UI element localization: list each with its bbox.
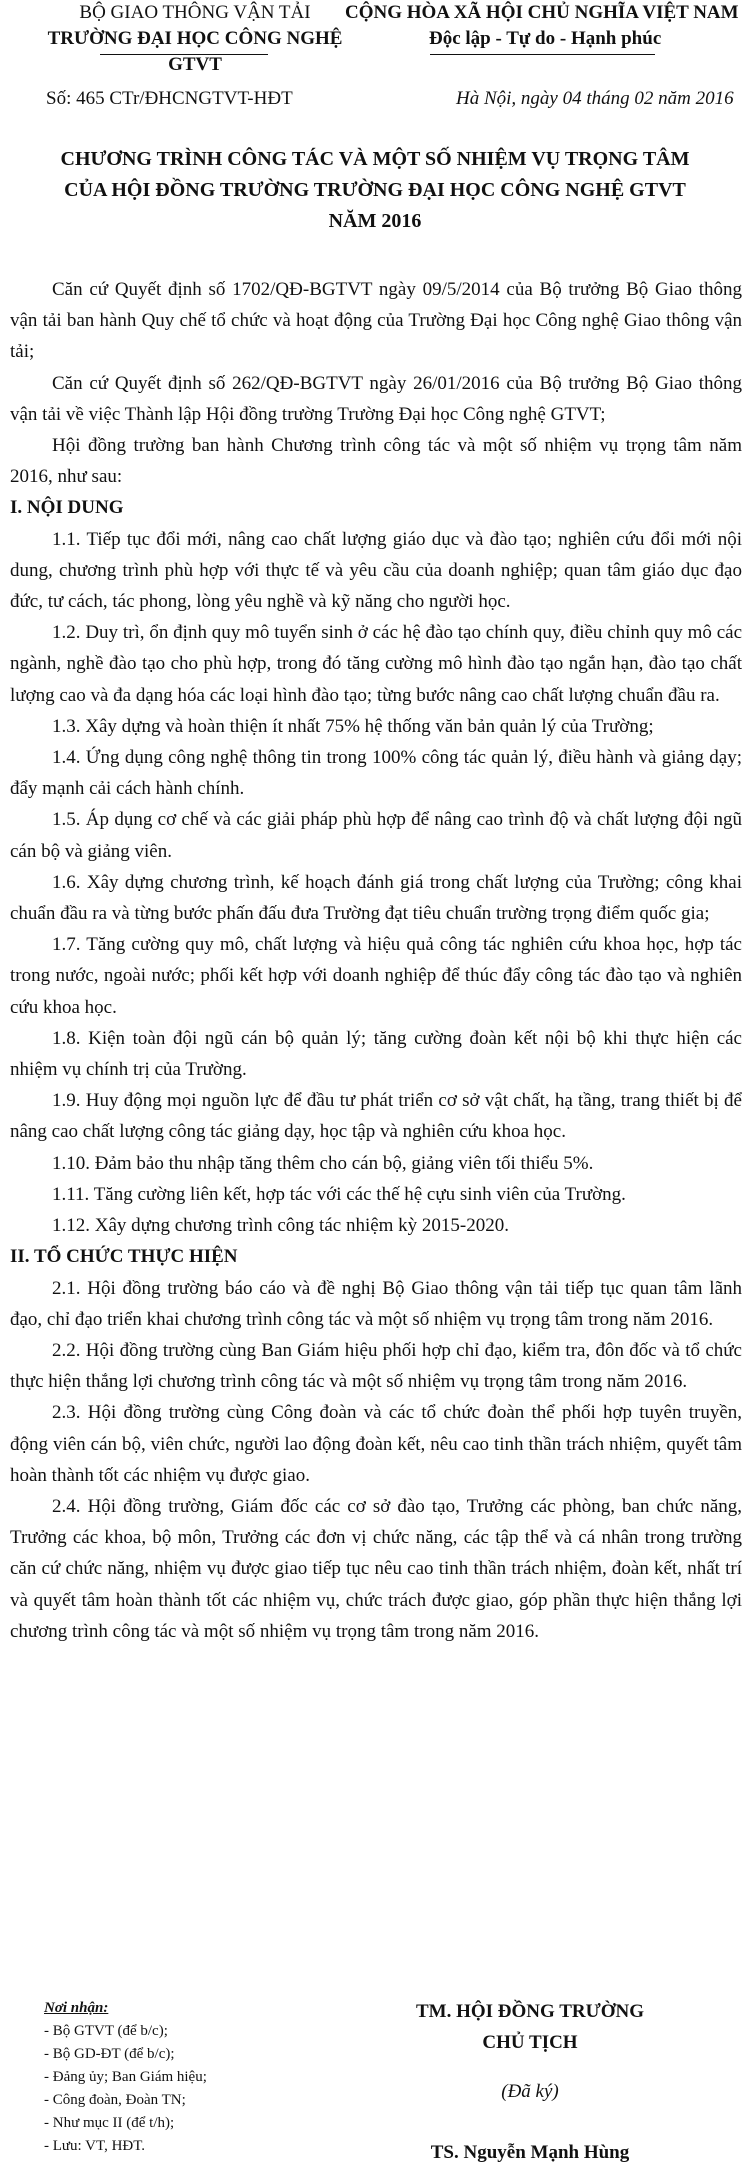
school-name: TRƯỜNG ĐẠI HỌC CÔNG NGHỆ GTVT — [47, 28, 343, 75]
recipient-item: - Lưu: VT, HĐT. — [44, 2138, 146, 2154]
signature-signed-note: (Đã ký) — [501, 2081, 559, 2102]
recipient-item: - Công đoàn, Đoàn TN; — [44, 2092, 186, 2108]
document-number: Số: 465 CTr/ĐHCNGTVT-HĐT — [46, 88, 293, 109]
signature-role: CHỦ TỊCH — [482, 2032, 578, 2053]
motto-underline — [430, 54, 655, 55]
implementation-item: 2.1. Hội đồng trường báo cáo và đề nghị Bộ Giao thông vận tải tiếp tục quan tâm lãnh đạo, chỉ đạo triển khai chương trình công tác và một số nhiệm vụ trọng tâm trong năm 2016. — [10, 1277, 742, 1330]
section-heading-content: I. NỘI DUNG — [10, 497, 124, 519]
national-header — [345, 0, 750, 52]
content-item: 1.12. Xây dựng chương trình công tác nhiệm kỳ 2015-2020. — [52, 1215, 510, 1237]
recipients-label: Nơi nhận: — [44, 2000, 109, 2016]
issuer-underline — [100, 54, 268, 55]
implementation-item: 2.4. Hội đồng trường, Giám đốc các cơ sở đào tạo, Trưởng các phòng, ban chức năng, Trưởng các khoa, bộ môn, Trưởng các đơn vị chức năng, các tập thể và cá nhân trong trường căn cứ chức năng, nhiệm vụ được giao tiếp tục nêu cao tinh thần trách nhiệm, đoàn kết, nhất trí và quyết tâm hoàn thành tốt các nhiệm vụ, chức trách được giao, góp phần thực hiện thắng lợi chương trình công tác và một số nhiệm vụ trọng tâm trong năm 2016. — [10, 1495, 742, 1642]
content-item: 1.2. Duy trì, ổn định quy mô tuyển sinh ở các hệ đào tạo chính quy, điều chỉnh quy mô các ngành, nghề đào tạo cho phù hợp, trong đó tăng cường mô hình đào tạo ngắn hạn, đào tạo chất lượng cao và đa dạng hóa các loại hình đào tạo; từng bước nâng cao chất lượng chuẩn đầu ra. — [10, 622, 742, 706]
title-line-2: CỦA HỘI ĐỒNG TRƯỜNG TRƯỜNG ĐẠI HỌC CÔNG NGHỆ GTVT — [64, 179, 686, 201]
ministry-name: BỘ GIAO THÔNG VẬN TẢI — [79, 2, 311, 23]
recipient-item: - Đảng ủy; Ban Giám hiệu; — [44, 2069, 207, 2085]
document-date: Hà Nội, ngày 04 tháng 02 năm 2016 — [456, 88, 734, 109]
implementation-item: 2.3. Hội đồng trường cùng Công đoàn và các tổ chức đoàn thể phối hợp tuyên truyền, động viên cán bộ, viên chức, người lao động đoàn kết, nêu cao tinh thần trách nhiệm, quyết tâm hoàn thành tốt các nhiệm vụ được giao. — [10, 1402, 742, 1486]
title-line-3: NĂM 2016 — [328, 210, 422, 232]
issuer-header — [30, 0, 360, 78]
title-line-1: CHƯƠNG TRÌNH CÔNG TÁC VÀ MỘT SỐ NHIỆM VỤ TRỌNG TÂM — [60, 148, 690, 170]
recipient-item: - Bộ GTVT (để b/c); — [44, 2023, 168, 2039]
national-motto: Độc lập - Tự do - Hạnh phúc — [429, 28, 662, 49]
content-item: 1.6. Xây dựng chương trình, kế hoạch đánh giá trong chất lượng của Trường; công khai chuẩn đầu ra và từng bước phấn đấu đưa Trường đạt tiêu chuẩn trường trọng điểm quốc gia; — [10, 871, 742, 925]
implementation-item: 2.2. Hội đồng trường cùng Ban Giám hiệu phối hợp chỉ đạo, kiểm tra, đôn đốc và tổ chức thực hiện thắng lợi chương trình công tác và một số nhiệm vụ trọng tâm trong năm 2016. — [10, 1339, 742, 1393]
signature-block — [380, 1996, 680, 2168]
preamble-paragraph: Căn cứ Quyết định số 262/QĐ-BGTVT ngày 26/01/2016 của Bộ trưởng Bộ Giao thông vận tải về việc Thành lập Hội đồng trường Trường Đại học Công nghệ GTVT; — [10, 372, 742, 425]
content-item: 1.8. Kiện toàn đội ngũ cán bộ quản lý; tăng cường đoàn kết nội bộ khi thực hiện các nhiệm vụ chính trị của Trường. — [10, 1027, 742, 1081]
signatory-name: TS. Nguyễn Mạnh Hùng — [430, 2142, 630, 2163]
content-item: 1.4. Ứng dụng công nghệ thông tin trong 100% công tác quản lý, điều hành và giảng dạy; đẩy mạnh cải cách hành chính. — [10, 747, 742, 800]
preamble-paragraph: Hội đồng trường ban hành Chương trình công tác và một số nhiệm vụ trọng tâm năm 2016, như sau: — [10, 435, 742, 488]
signature-org: TM. HỘI ĐỒNG TRƯỜNG — [415, 2001, 644, 2022]
section-heading-implementation: II. TỔ CHỨC THỰC HIỆN — [10, 1246, 238, 1268]
recipient-item: - Như mục II (để t/h); — [44, 2115, 175, 2131]
document-body — [10, 274, 742, 1647]
recipients-block — [44, 1997, 207, 2158]
content-item: 1.7. Tăng cường quy mô, chất lượng và hiệu quả công tác nghiên cứu khoa học, hợp tác trong nước, ngoài nước; phối kết hợp với doanh nghiệp để thúc đẩy công tác đào tạo và nghiên cứu khoa học. — [10, 934, 742, 1018]
content-item: 1.1. Tiếp tục đổi mới, nâng cao chất lượng giáo dục và đào tạo; nghiên cứu đổi mới nội dung, chương trình phù hợp với thực tế và yêu cầu của doanh nghiệp; quan tâm giáo dục đạo đức, tư cách, tác phong, lòng yêu nghề và kỹ năng cho người học. — [10, 528, 742, 613]
content-item: 1.5. Áp dụng cơ chế và các giải pháp phù hợp để nâng cao trình độ và chất lượng đội ngũ cán bộ và giảng viên. — [10, 809, 742, 862]
preamble-paragraph: Căn cứ Quyết định số 1702/QĐ-BGTVT ngày 09/5/2014 của Bộ trưởng Bộ Giao thông vận tải ban hành Quy chế tổ chức và hoạt động của Trường Đại học Công nghệ Giao thông vận tải; — [10, 279, 742, 363]
content-item: 1.3. Xây dựng và hoàn thiện ít nhất 75% hệ thống văn bản quản lý của Trường; — [52, 715, 654, 737]
recipient-item: - Bộ GD-ĐT (để b/c); — [44, 2046, 175, 2062]
content-item: 1.11. Tăng cường liên kết, hợp tác với các thế hệ cựu sinh viên của Trường. — [52, 1183, 626, 1205]
content-item: 1.10. Đảm bảo thu nhập tăng thêm cho cán bộ, giảng viên tối thiểu 5%. — [52, 1152, 594, 1174]
country-name: CỘNG HÒA XÃ HỘI CHỦ NGHĨA VIỆT NAM — [345, 2, 739, 23]
content-item: 1.9. Huy động mọi nguồn lực để đầu tư phát triển cơ sở vật chất, hạ tầng, trang thiết bị để nâng cao chất lượng công tác giảng dạy, học tập và nghiên cứu khoa học. — [10, 1090, 742, 1143]
document-title — [20, 144, 730, 237]
